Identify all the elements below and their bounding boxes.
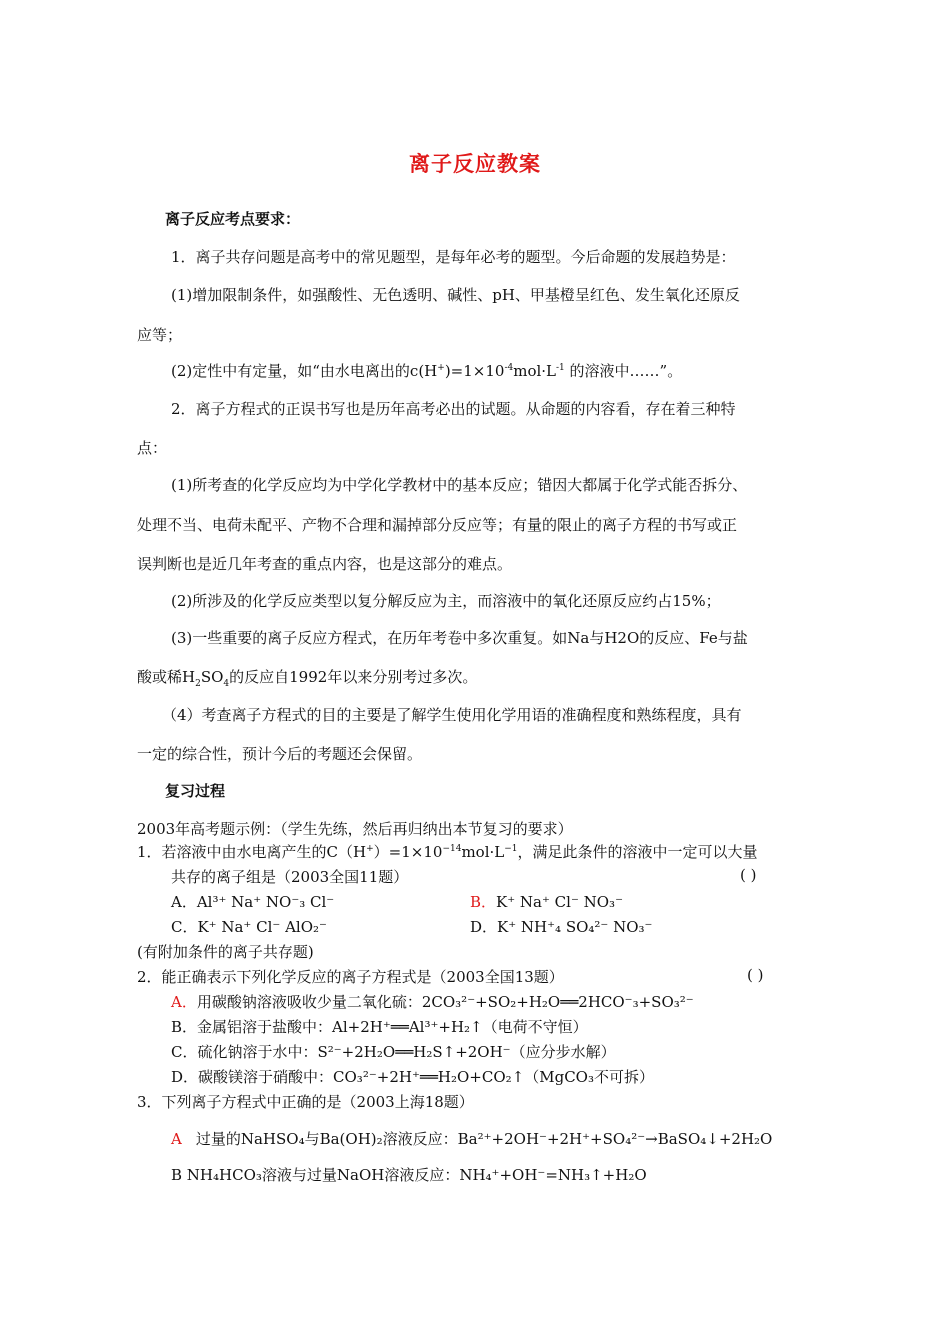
q1-note: (有附加条件的离子共存题) (137, 943, 314, 961)
para-3 (171, 360, 682, 381)
q2-line: 2．能正确表示下列化学反应的离子方程式是（2003全国13题） (137, 968, 564, 986)
q1-post: ，满足此条件的溶液中一定可以大量 (517, 843, 758, 861)
para-4a: 2．离子方程式的正误书写也是历年高考必出的试题。从命题的内容看，存在着三种特 (171, 400, 736, 418)
q2-option-a-text: 用碳酸钠溶液吸收少量二氧化硫：2CO₃²⁻+SO₂+H₂O══2HCO⁻₃+SO₃²⁻ (196, 993, 694, 1011)
para-8a: （4）考查离子方程式的目的主要是了解学生使用化学用语的准确程度和熟练程度，具有 (162, 706, 742, 724)
q1-option-b (470, 891, 623, 912)
q1-mid2: mol·L (461, 843, 505, 861)
para-5b: 处理不当、电荷未配平、产物不合理和漏掉部分反应等；有量的限止的离子方程的书写或正 (137, 516, 738, 534)
q2-option-d: D．碳酸镁溶于硝酸中：CO₃²⁻+2H⁺══H₂O+CO₂↑（MgCO₃不可拆） (171, 1068, 654, 1086)
para-5c: 误判断也是近几年考查的重点内容，也是这部分的难点。 (137, 555, 513, 573)
q1-answer-paren: ( ) (740, 866, 757, 884)
q3-option-b: B NH₄HCO₃溶液与过量NaOH溶液反应：NH₄⁺+OH⁻=NH₃↑+H₂O (171, 1166, 647, 1184)
para-3-mid: )=1×10 (444, 362, 505, 380)
para-7b-mid: SO (200, 668, 224, 686)
q1-line2: 共存的离子组是（2003全国11题） (171, 868, 409, 886)
para-7b (137, 666, 477, 687)
q1-sup1: + (366, 844, 374, 854)
section-heading-requirements: 离子反应考点要求： (165, 210, 301, 228)
para-7b-sub2: 4 (223, 679, 230, 689)
q3-option-a-letter: A (171, 1130, 182, 1148)
section-heading-review: 复习过程 (165, 782, 226, 800)
q1-pre: 1．若溶液中由水电离产生的C（H (137, 843, 367, 861)
q1-option-b-text: K⁺ Na⁺ Cl⁻ NO₃⁻ (496, 893, 623, 911)
q3-option-a-text: 过量的NaHSO₄与Ba(OH)₂溶液反应：Ba²⁺+2OH⁻+2H⁺+SO₄²⁻→BaSO₄↓+2H₂O (195, 1130, 773, 1148)
para-7b-pre: 酸或稀H (137, 668, 196, 686)
para-3-pre: (2)定性中有定量，如“由水电离出的c(H (171, 362, 438, 380)
page-title: 离子反应教案 (409, 152, 541, 176)
q1-option-a: A．Al³⁺ Na⁺ NO⁻₃ Cl⁻ (171, 893, 335, 911)
para-3-sup3: -1 (556, 363, 565, 373)
q1-line1 (137, 841, 758, 862)
para-5a: (1)所考查的化学反应均为中学化学教材中的基本反应；错因大都属于化学式能否拆分、 (171, 476, 748, 494)
para-3-mid2: mol·L (513, 362, 556, 380)
para-8b: 一定的综合性，预计今后的考题还会保留。 (137, 745, 423, 763)
q2-answer-paren: ( ) (747, 966, 764, 984)
para-1: 1．离子共存问题是高考中的常见题型，是每年必考的题型。今后命题的发展趋势是： (171, 248, 736, 266)
para-2b: 应等； (137, 326, 183, 344)
q3-line: 3．下列离子方程式中正确的是（2003上海18题） (137, 1093, 474, 1111)
para-4b: 点： (137, 439, 168, 457)
para-6: (2)所涉及的化学反应类型以复分解反应为主，而溶液中的氧化还原反应约占15%； (171, 592, 721, 610)
q1-sup2: −14 (442, 844, 462, 854)
para-7b-post: 的反应自1992年以来分别考过多次。 (229, 668, 478, 686)
q1-mid: ）=1×10 (373, 843, 443, 861)
q1-option-b-letter: B． (470, 893, 497, 911)
q2-option-b: B．金属铝溶于盐酸中：Al+2H⁺══Al³⁺+H₂↑（电荷不守恒） (171, 1018, 588, 1036)
para-3-sup2: -4 (504, 363, 514, 373)
para-7a: (3)一些重要的离子反应方程式，在历年考卷中多次重复。如Na与H2O的反应、Fe与盐 (171, 629, 748, 647)
q2-option-c: C．硫化钠溶于水中：S²⁻+2H₂O══H₂S↑+2OH⁻（应分步水解） (171, 1043, 616, 1061)
para-2a: (1)增加限制条件，如强酸性、无色透明、碱性、pH、甲基橙呈红色、发生氧化还原反 (171, 286, 740, 304)
q1-option-d: D．K⁺ NH⁺₄ SO₄²⁻ NO₃⁻ (470, 918, 653, 936)
q3-option-a (171, 1128, 772, 1149)
review-intro: 2003年高考题示例：（学生先练，然后再归纳出本节复习的要求） (137, 820, 573, 838)
q1-option-c: C．K⁺ Na⁺ Cl⁻ AlO₂⁻ (171, 918, 327, 936)
q2-option-a (171, 991, 694, 1012)
para-3-sup1: + (437, 363, 445, 373)
q2-option-a-letter: A． (171, 993, 197, 1011)
q1-sup3: −1 (504, 844, 518, 854)
para-7b-sub1: 2 (195, 679, 201, 689)
para-3-post: 的溶液中……”。 (564, 362, 683, 380)
